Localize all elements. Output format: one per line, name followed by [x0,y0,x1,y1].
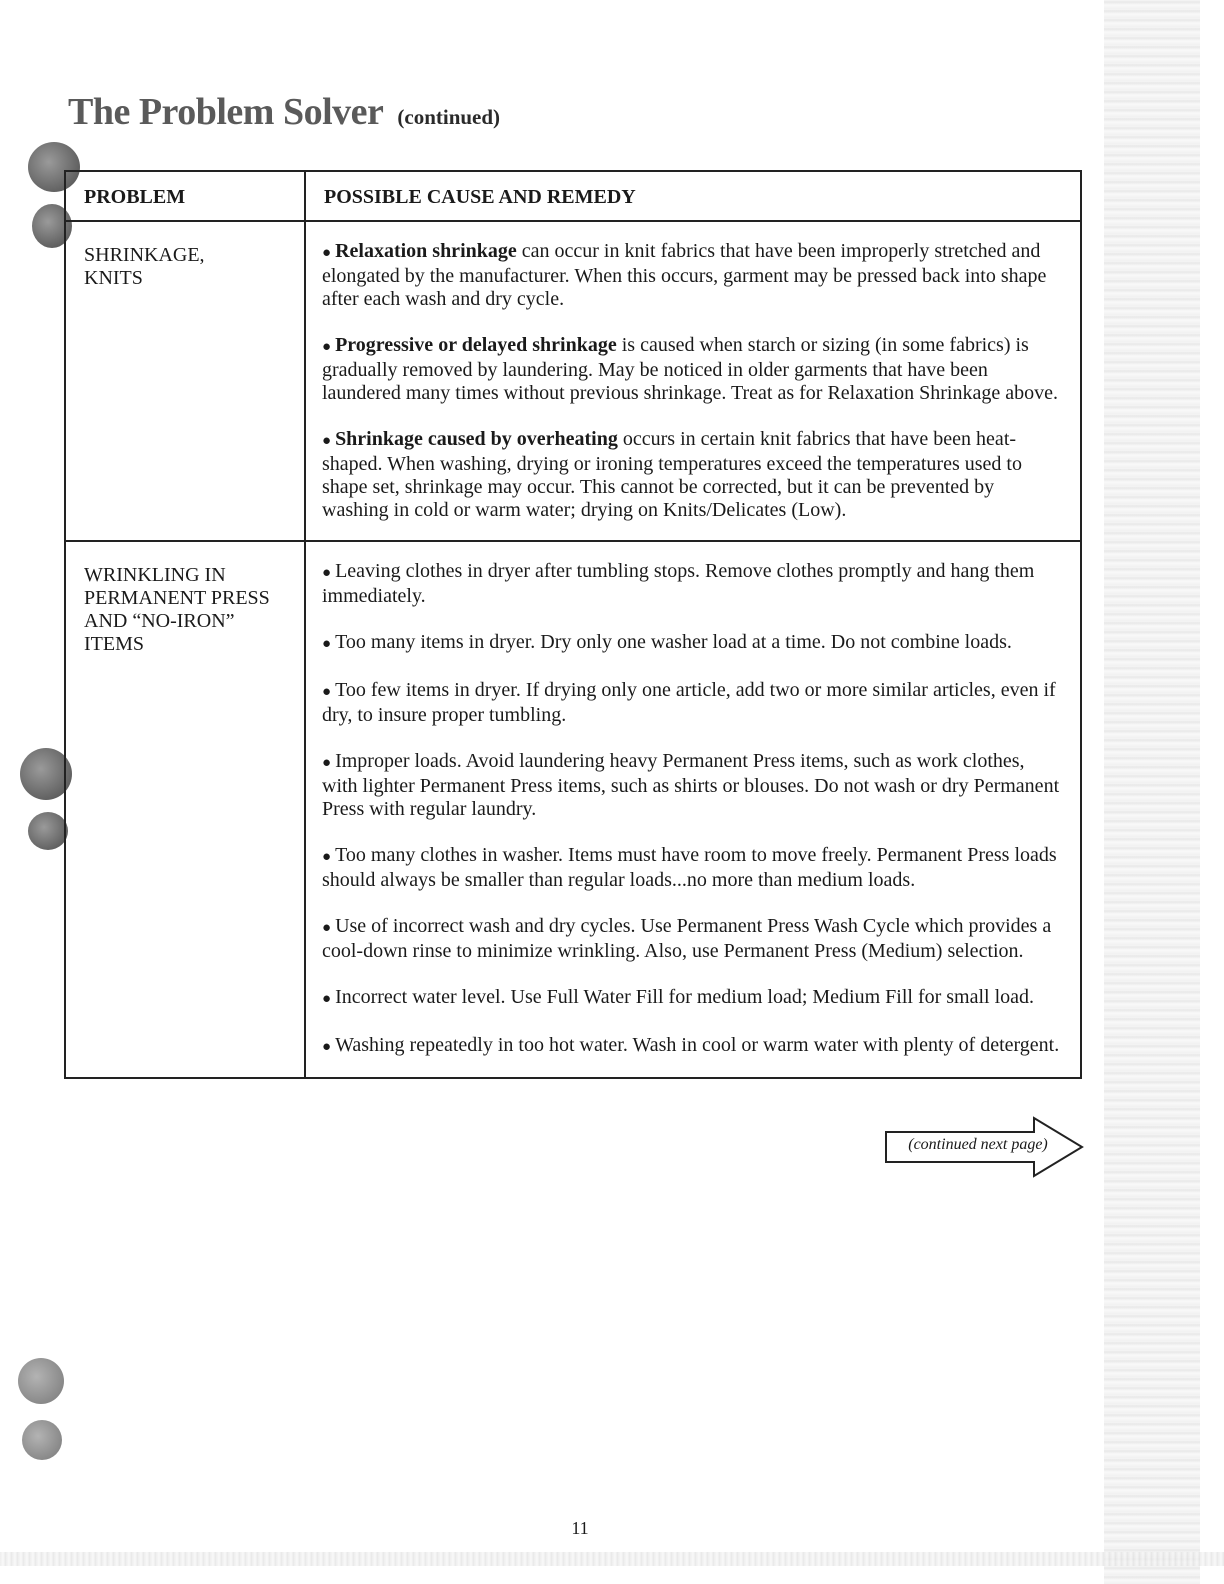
remedy-text: Incorrect water level. Use Full Water Fill for medium load; Medium Fill for small load. [335,986,1035,1008]
remedy-text: can occur in knit fabrics that have been improperly stretched and elongated by the manufacturer. When this occurs, garment may be pressed back into shape after each wash and dry cycle. [322,240,1047,310]
remedy-text: Use of incorrect wash and dry cycles. Use Permanent Press Wash Cycle which provides a cool-down rinse to minimize wrinkling. Also, use Permanent Press (Medium) selection. [322,915,1052,962]
remedy-item [322,844,1064,892]
remedy-text: Too many clothes in washer. Items must have room to move freely. Permanent Press loads should always be smaller than regular loads...no more than medium loads. [322,844,1057,891]
bullet-icon: ● [322,1039,332,1055]
remedy-text: Too many items in dryer. Dry only one washer load at a time. Do not combine loads. [335,631,1012,653]
remedy-item [322,334,1064,405]
bullet-icon: ● [322,920,332,936]
problem-line: SHRINKAGE, [84,244,205,266]
bullet-icon: ● [322,245,332,261]
problem-line: PERMANENT PRESS [84,587,270,609]
bullet-icon: ● [322,636,332,652]
remedy-text: Washing repeatedly in too hot water. Wash in cool or warm water with plenty of detergent. [335,1034,1060,1056]
remedy-text: Leaving clothes in dryer after tumbling stops. Remove clothes promptly and hang them immediately. [322,560,1035,607]
remedy-term: Shrinkage caused by overheating [335,428,618,450]
table-header-row [65,171,1081,221]
title-main: The Problem Solver [68,91,384,133]
header-remedy: POSSIBLE CAUSE AND REMEDY [305,171,1081,221]
remedy-item [322,915,1064,963]
remedy-text: Improper loads. Avoid laundering heavy Permanent Press items, such as work clothes, with lighter Permanent Press items, such as shirts or blouses. Do not wash or dry Permanent Press with regular laundry. [322,750,1060,820]
remedy-item [322,240,1064,311]
problem-cell [65,541,305,1078]
remedy-item [322,1034,1064,1059]
remedy-item [322,986,1064,1011]
binder-hole [18,1358,64,1404]
title-subtitle: (continued) [397,105,501,129]
remedy-item [322,750,1064,821]
remedy-text: is caused when starch or sizing (in some fabrics) is gradually removed by laundering. May be noticed in older garments that have been laundered many times without previous shrinkage. Treat as for Relaxation Shrinkage above. [322,334,1058,404]
problem-line: WRINKLING IN [84,564,226,586]
remedy-term: Progressive or delayed shrinkage [335,334,617,356]
problem-cell [65,221,305,541]
remedy-text: Too few items in dryer. If drying only one article, add two or more similar articles, even if dry, to insure proper tumbling. [322,679,1056,726]
bullet-icon: ● [322,991,332,1007]
problem-line: KNITS [84,267,143,289]
binder-hole [22,1420,62,1460]
header-problem: PROBLEM [65,171,305,221]
problem-line: AND “NO-IRON” [84,610,235,632]
continued-label: (continued next page) [908,1136,1048,1153]
remedy-item [322,560,1064,608]
page-title [68,90,500,134]
bullet-icon: ● [322,339,332,355]
bullet-icon: ● [322,565,332,581]
remedy-item [322,679,1064,727]
bullet-icon: ● [322,684,332,700]
remedy-item [322,631,1064,656]
page-number: 11 [571,1518,589,1538]
remedy-item [322,428,1064,522]
remedy-term: Relaxation shrinkage [335,240,517,262]
binder-hole [28,812,68,850]
scan-edge-artifact [1104,0,1200,1584]
scan-bottom-artifact [0,1552,1224,1566]
problem-line: ITEMS [84,633,144,655]
table-body [65,221,1081,1078]
problem-solver-table [64,170,1082,1079]
table-row [65,541,1081,1078]
bullet-icon: ● [322,849,332,865]
remedy-cell [305,541,1081,1078]
remedy-text: occurs in certain knit fabrics that have been heat-shaped. When washing, drying or ironing temperatures exceed the temperatures used to shape set, shrinkage may occur. This cannot be corrected, but it can be prevented by washing in cold or warm water; drying on Knits/Delicates (Low). [322,428,1022,521]
bullet-icon: ● [322,433,332,449]
remedy-cell [305,221,1081,541]
table-row [65,221,1081,541]
continued-next-page-arrow [884,1116,1086,1178]
bullet-icon: ● [322,755,332,771]
